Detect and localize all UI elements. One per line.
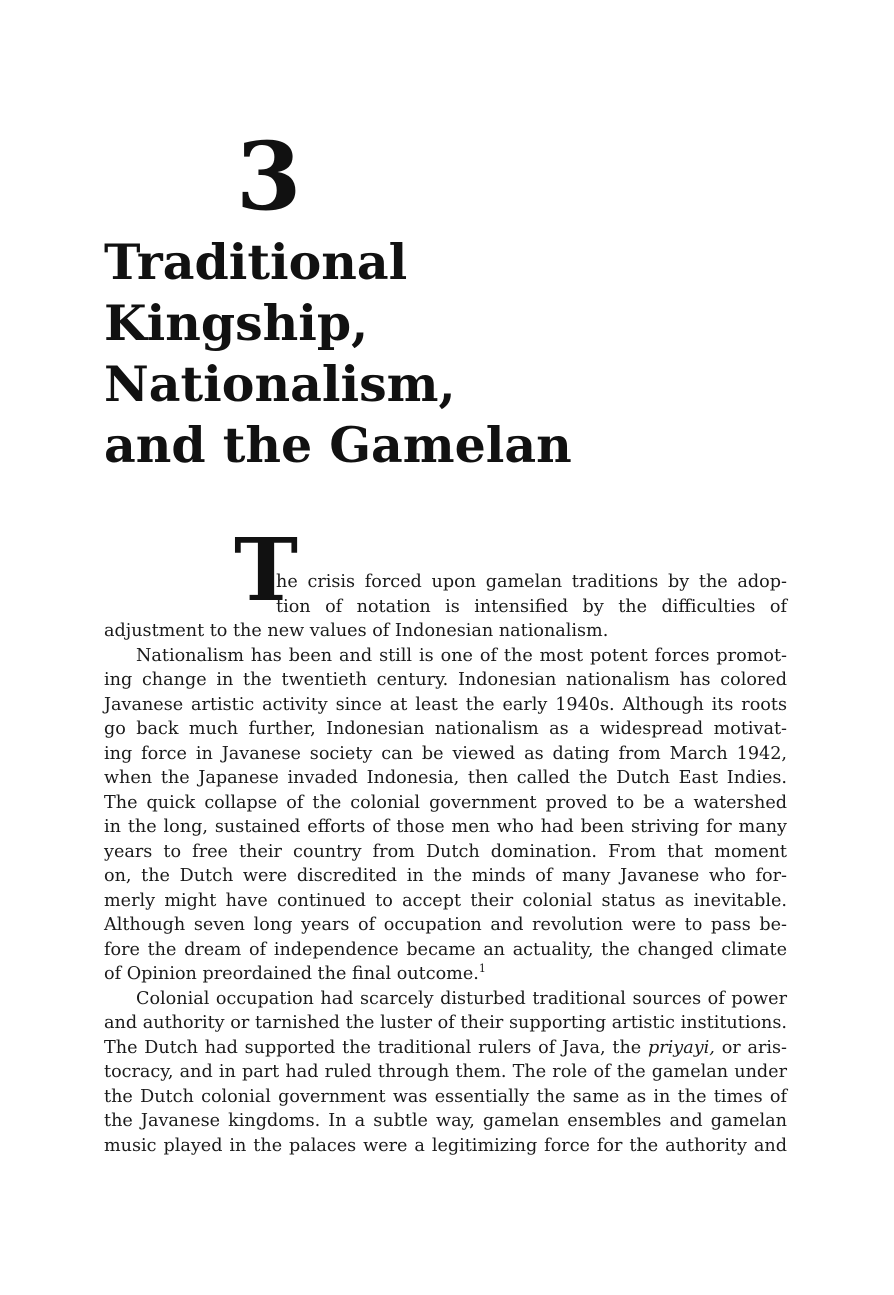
- text-line: the Javanese kingdoms. In a subtle way, gamelan ensembles and gamelan: [104, 1111, 787, 1131]
- text-line: years to free their country from Dutch domination. From that moment: [104, 841, 787, 862]
- text-line: he crisis forced upon gamelan traditions by the adop-: [276, 572, 787, 592]
- text-line: Javanese artistic activity since at least the early 1940s. Although its roots: [104, 694, 787, 715]
- text-line: in the long, sustained efforts of those men who had been striving for many: [104, 817, 787, 837]
- paragraph-2: [104, 644, 787, 987]
- text-segment: or aris-: [714, 1037, 787, 1058]
- text-line: ing force in Javanese society can be viewed as dating from March 1942,: [104, 743, 787, 764]
- chapter-title-line: and the Gamelan: [104, 416, 572, 474]
- text-line: tion of notation is intensified by the difficulties of: [276, 596, 787, 617]
- text-line: adjustment to the new values of Indonesian nationalism.: [104, 621, 609, 641]
- text-line: of Opinion preordained the final outcome.: [104, 964, 479, 984]
- footnote-ref[interactable]: 1: [478, 962, 486, 976]
- text-line: and authority or tarnished the luster of their supporting artistic institutions.: [104, 1013, 787, 1033]
- text-line: Although seven long years of occupation and revolution were to pass be-: [104, 915, 787, 935]
- paragraph-3: [104, 987, 787, 1159]
- text-line: on, the Dutch were discredited in the minds of many Javanese who for-: [104, 866, 787, 886]
- paragraph-1-continued: [104, 619, 787, 644]
- text-line: ing change in the twentieth century. Indonesian nationalism has colored: [104, 670, 787, 690]
- chapter-title-line: Traditional: [104, 233, 408, 291]
- italic-term: priyayi,: [648, 1037, 715, 1058]
- text-line: when the Japanese invaded Indonesia, then called the Dutch East Indies.: [104, 768, 787, 788]
- drop-cap: T: [234, 520, 298, 621]
- chapter-title-line: Kingship,: [104, 294, 369, 352]
- text-line: fore the dream of independence became an actuality, the changed climate: [104, 939, 787, 960]
- text-line-with-italic: [104, 1036, 787, 1061]
- body-text: [104, 570, 787, 1158]
- text-line: Colonial occupation had scarcely disturbed traditional sources of power: [136, 988, 787, 1009]
- text-line: tocracy, and in part had ruled through them. The role of the gamelan under: [104, 1062, 787, 1082]
- text-line: the Dutch colonial government was essentially the same as in the times of: [104, 1086, 787, 1107]
- text-line: The quick collapse of the colonial government proved to be a watershed: [104, 792, 787, 813]
- text-line: merly might have continued to accept their colonial status as inevitable.: [104, 890, 787, 911]
- chapter-title: [104, 232, 804, 476]
- chapter-number: 3: [236, 122, 302, 232]
- text-line-last: [104, 962, 787, 987]
- text-segment: The Dutch had supported the traditional rulers of Java, the: [104, 1037, 648, 1058]
- paragraph-1: [104, 570, 787, 619]
- chapter-title-line: Nationalism,: [104, 355, 456, 413]
- text-line: Nationalism has been and still is one of the most potent forces promot-: [136, 645, 787, 666]
- text-line: music played in the palaces were a legitimizing force for the authority and: [104, 1135, 787, 1156]
- text-line: go back much further, Indonesian nationalism as a widespread motivat-: [104, 719, 787, 739]
